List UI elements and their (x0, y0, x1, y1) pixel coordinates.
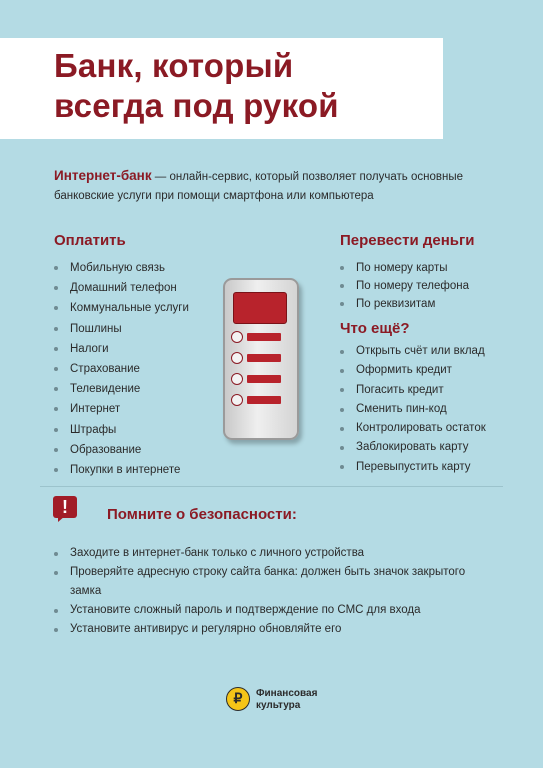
logo-line-1: Финансовая (256, 688, 318, 699)
more-item: Контролировать остаток (340, 419, 486, 438)
phone-screen (233, 292, 287, 324)
safety-item: Заходите в интернет-банк только с личного устройства (54, 544, 494, 563)
pay-item: Налоги (54, 339, 189, 359)
transfer-item: По реквизитам (340, 295, 469, 313)
pay-item: Пошлины (54, 319, 189, 339)
title-line-2: всегда под рукой (54, 87, 339, 124)
transfer-list (340, 259, 469, 313)
more-item: Сменить пин-код (340, 400, 486, 419)
intro-text: — онлайн-сервис, который позволяет получать основные банковские услуги при помощи смартфона или компьютера (54, 171, 463, 202)
phone-bar (247, 396, 281, 404)
safety-item: Установите сложный пароль и подтверждение по СМС для входа (54, 601, 494, 620)
safety-list (54, 544, 494, 639)
phone-button-row (231, 330, 291, 344)
more-item: Погасить кредит (340, 381, 486, 400)
transfer-heading: Перевести деньги (340, 232, 475, 249)
pay-list (54, 258, 189, 480)
pay-item: Мобильную связь (54, 258, 189, 278)
logo-line-2: культура (256, 700, 301, 711)
warning-icon-tail (58, 516, 65, 522)
more-heading: Что ещё? (340, 320, 410, 337)
phone-button-row (231, 351, 291, 365)
more-item: Оформить кредит (340, 361, 486, 380)
intro-paragraph (54, 166, 494, 206)
page-title (54, 46, 339, 126)
phone-bar (247, 333, 281, 341)
pay-item: Коммунальные услуги (54, 298, 189, 318)
pay-item: Интернет (54, 399, 189, 419)
pay-item: Домашний телефон (54, 278, 189, 298)
phone-button-row (231, 372, 291, 386)
pay-heading: Оплатить (54, 232, 126, 249)
transfer-item: По номеру телефона (340, 277, 469, 295)
title-line-1: Банк, который (54, 47, 294, 84)
phone-button-row (231, 393, 291, 407)
ruble-logo-icon: ₽ (226, 687, 250, 711)
phone-key (231, 331, 243, 343)
pay-item: Образование (54, 440, 189, 460)
pay-item: Штрафы (54, 420, 189, 440)
pay-item: Страхование (54, 359, 189, 379)
more-item: Открыть счёт или вклад (340, 342, 486, 361)
phone-key (231, 352, 243, 364)
logo-text (256, 688, 317, 712)
warning-icon: ! (53, 496, 77, 518)
more-item: Перевыпустить карту (340, 458, 486, 477)
more-item: Заблокировать карту (340, 438, 486, 457)
title-banner (0, 38, 443, 139)
more-list (340, 342, 486, 477)
safety-heading: Помните о безопасности: (107, 506, 297, 523)
safety-item: Установите антивирус и регулярно обновляйте его (54, 620, 494, 639)
pay-item: Покупки в интернете (54, 460, 189, 480)
section-divider (40, 486, 503, 487)
phone-key (231, 373, 243, 385)
pay-item: Телевидение (54, 379, 189, 399)
safety-item: Проверяйте адресную строку сайта банка: должен быть значок закрытого замка (54, 563, 494, 601)
transfer-item: По номеру карты (340, 259, 469, 277)
phone-bar (247, 375, 281, 383)
phone-bar (247, 354, 281, 362)
phone-illustration (223, 278, 299, 440)
phone-key (231, 394, 243, 406)
intro-term: Интернет-банк (54, 168, 152, 183)
